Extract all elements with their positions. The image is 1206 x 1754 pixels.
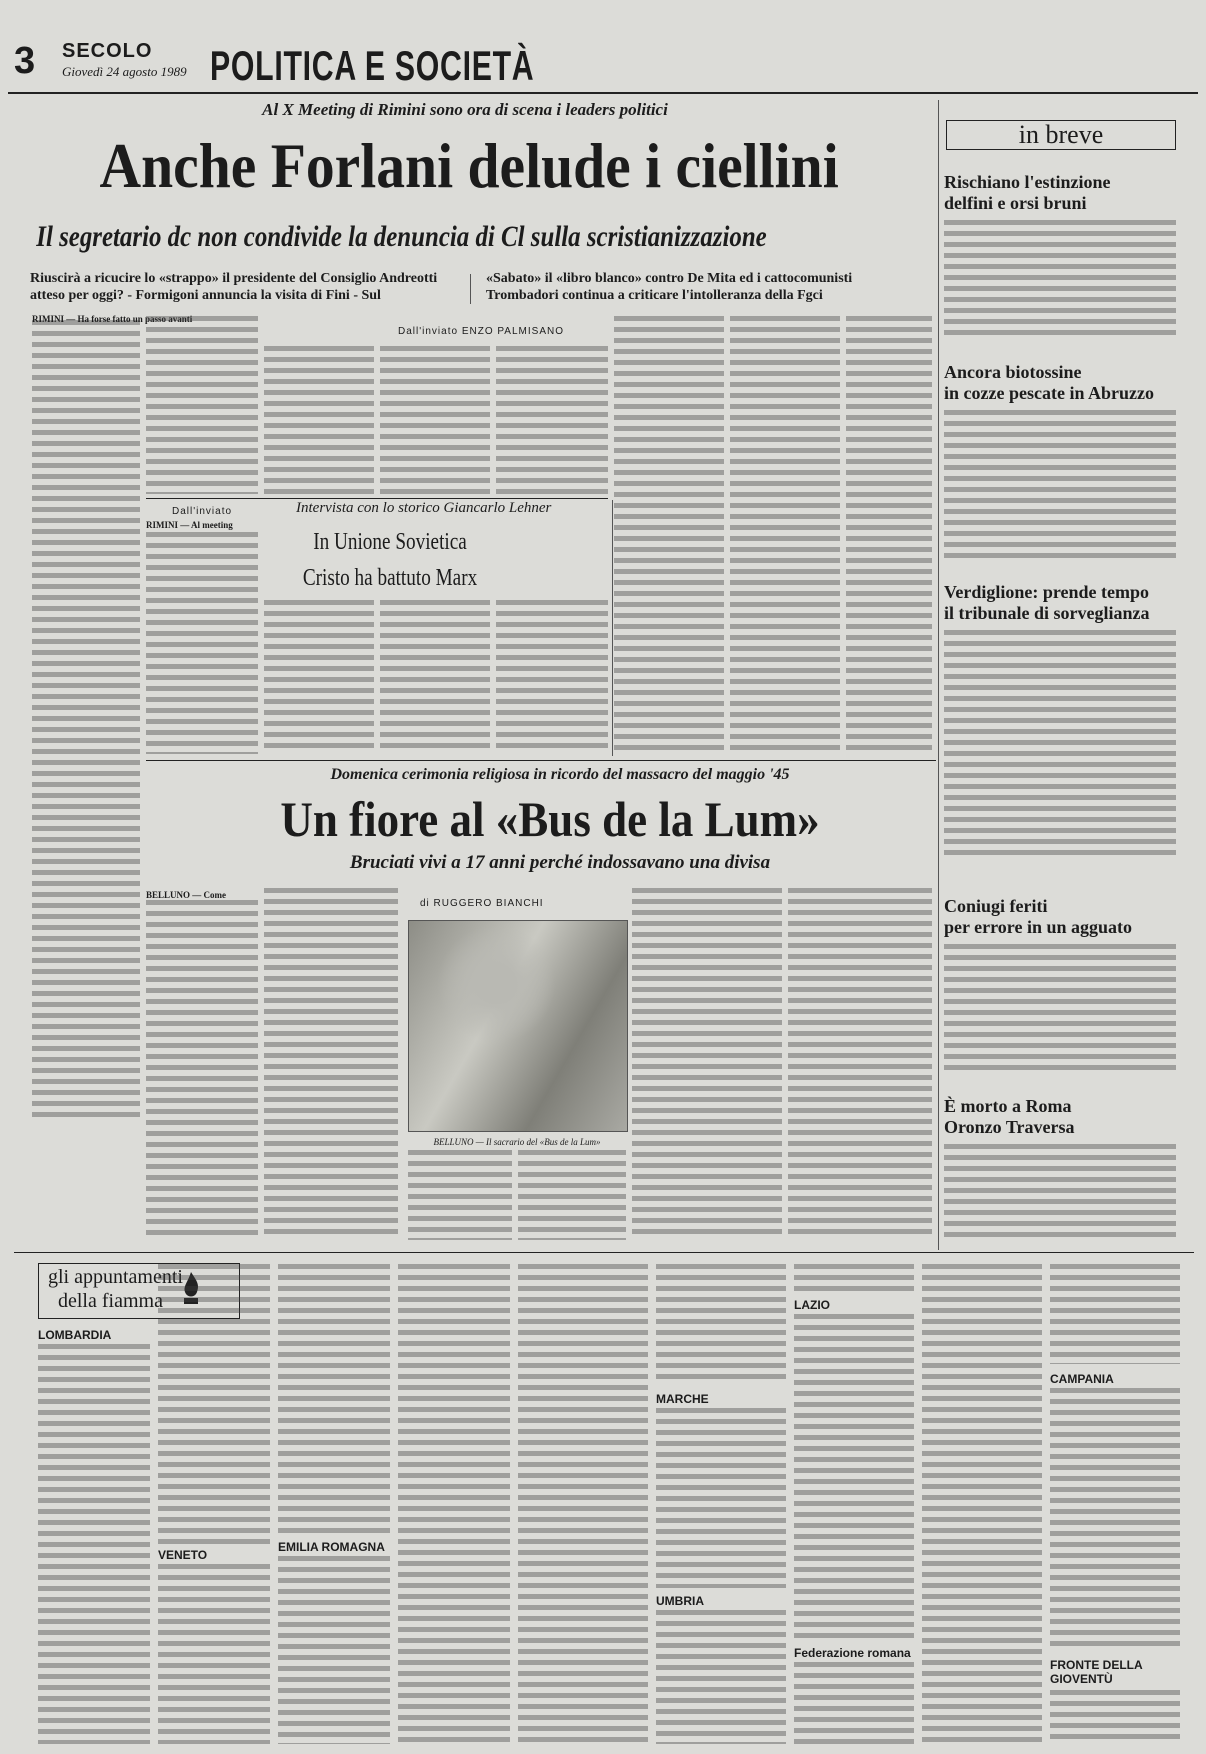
paper-name: SECOLO [62,40,153,62]
appointments-rule [14,1252,1194,1253]
page-number: 3 [14,40,36,82]
interview-right-rule [612,500,613,756]
photo-caption: BELLUNO — Il sacrario del «Bus de la Lum» [433,1137,601,1147]
memorial-photo [408,920,628,1132]
interview-column-1 [146,532,258,754]
masthead-rule [8,92,1198,94]
fronte-della-gioventu: FRONTE DELLA GIOVENTÙ [1050,1658,1143,1686]
region-campania: CAMPANIA [1050,1372,1114,1386]
appointments-column-6c [656,1610,786,1744]
second-dateline: BELLUNO — Come [146,890,227,900]
brief-4-title-b: per errore in un agguato [944,917,1132,937]
appointments-column-1 [38,1344,150,1744]
second-headline: Un fiore al «Bus de la Lum» [280,791,820,847]
appointments-column-2 [158,1264,270,1544]
brief-2-body [944,410,1176,558]
region-marche: MARCHE [656,1392,709,1406]
second-byline: di RUGGERO BIANCHI [420,898,544,909]
sidebar-label: in breve [946,120,1176,150]
brief-4-body [944,944,1176,1072]
appointments-column-7b [794,1314,914,1640]
second-story-rule [146,760,936,761]
brief-3-body [944,630,1176,858]
appointments-column-9 [1050,1264,1180,1364]
appointments-column-6b [656,1408,786,1588]
second-column-4 [518,1150,626,1240]
appointments-column-4 [398,1264,510,1744]
interview-column-2 [264,600,374,752]
appointments-column-7 [794,1264,914,1294]
section-title: POLITICA E SOCIETÀ [210,42,535,89]
lead-column-2 [146,316,258,494]
second-column-5 [632,888,782,1240]
lead-column-3 [264,346,374,496]
second-kicker: Domenica cerimonia religiosa in ricordo del massacro del maggio '45 [330,766,790,783]
brief-4-title-a: Coniugi feriti [944,896,1048,916]
brief-5-title-a: È morto a Roma [944,1096,1072,1116]
sidebar-rule [938,100,939,1250]
appointments-column-8 [922,1264,1042,1744]
second-column-3 [408,1150,512,1240]
appointments-column-3b [278,1556,390,1744]
lead-column-4 [380,346,490,496]
interview-headline-1: In Unione Sovietica [313,529,467,555]
brief-1-title-b: delfini e orsi bruni [944,193,1087,213]
brief-3-title-b: il tribunale di sorveglianza [944,603,1150,623]
brief-5-title-b: Oronzo Traversa [944,1117,1075,1137]
interview-column-4 [496,600,608,752]
lead-column-8 [846,316,932,752]
region-emilia-romagna: EMILIA ROMAGNA [278,1540,385,1554]
lead-column-1 [32,320,140,1120]
interview-dateline: RIMINI — Al meeting [146,520,233,530]
interview-byline: Dall'inviato [172,506,233,517]
brief-1-title-a: Rischiano l'estinzione [944,172,1111,192]
deck-divider [470,274,471,304]
second-column-6 [788,888,932,1240]
lead-column-6 [614,316,724,752]
interview-headline-2: Cristo ha battuto Marx [302,565,478,591]
brief-5-body [944,1144,1176,1240]
appointments-column-3 [278,1264,390,1536]
appointments-column-6 [656,1264,786,1384]
second-subhead: Bruciati vivi a 17 anni perché indossavano una divisa [349,852,771,873]
lead-dateline: RIMINI — Ha forse fatto un passo avanti [32,314,193,324]
lead-kicker: Al X Meeting di Rimini sono ora di scena i leaders politici [262,100,668,119]
appointments-column-9b [1050,1388,1180,1648]
interview-top-rule [146,498,608,499]
appointments-title-b: della fiamma [58,1290,163,1312]
brief-3-title-a: Verdiglione: prende tempo [944,582,1149,602]
lead-deck-left: Riuscirà a ricucire lo «strappo» il presidente del Consiglio Andreotti atteso per oggi? - Formigoni annuncia la visita di Fini - Sul [30,271,438,303]
federazione-romana: Federazione romana [794,1646,911,1660]
appointments-column-5 [518,1264,648,1744]
brief-1-body [944,220,1176,340]
brief-2-title-a: Ancora biotossine [944,362,1082,382]
lead-byline: Dall'inviato ENZO PALMISANO [398,326,564,337]
appointments-column-7c [794,1662,914,1744]
region-lombardia: LOMBARDIA [38,1328,112,1342]
brief-2-title-b: in cozze pescate in Abruzzo [944,383,1154,403]
appointments-column-9c [1050,1690,1180,1744]
lead-column-5 [496,346,608,496]
issue-date: Giovedì 24 agosto 1989 [62,64,187,79]
appointments-title-a: gli appuntamenti [48,1266,183,1288]
second-column-1 [146,900,258,1240]
region-veneto: VENETO [158,1548,208,1562]
lead-deck-right: «Sabato» il «libro blanco» contro De Mita ed i cattocomunisti Trombadori continua a criticare l'intolleranza della Fgci [486,271,853,303]
interview-column-3 [380,600,490,752]
lead-headline: Anche Forlani delude i ciellini [99,130,839,201]
interview-kicker: Intervista con lo storico Giancarlo Lehner [296,500,552,516]
appointments-column-2b [158,1564,270,1744]
lead-column-7 [730,316,840,752]
second-column-2 [264,888,398,1240]
region-umbria: UMBRIA [656,1594,704,1608]
region-lazio: LAZIO [794,1298,830,1312]
lead-subhead: Il segretario dc non condivide la denuncia di Cl sulla scristianizzazione [36,220,767,253]
